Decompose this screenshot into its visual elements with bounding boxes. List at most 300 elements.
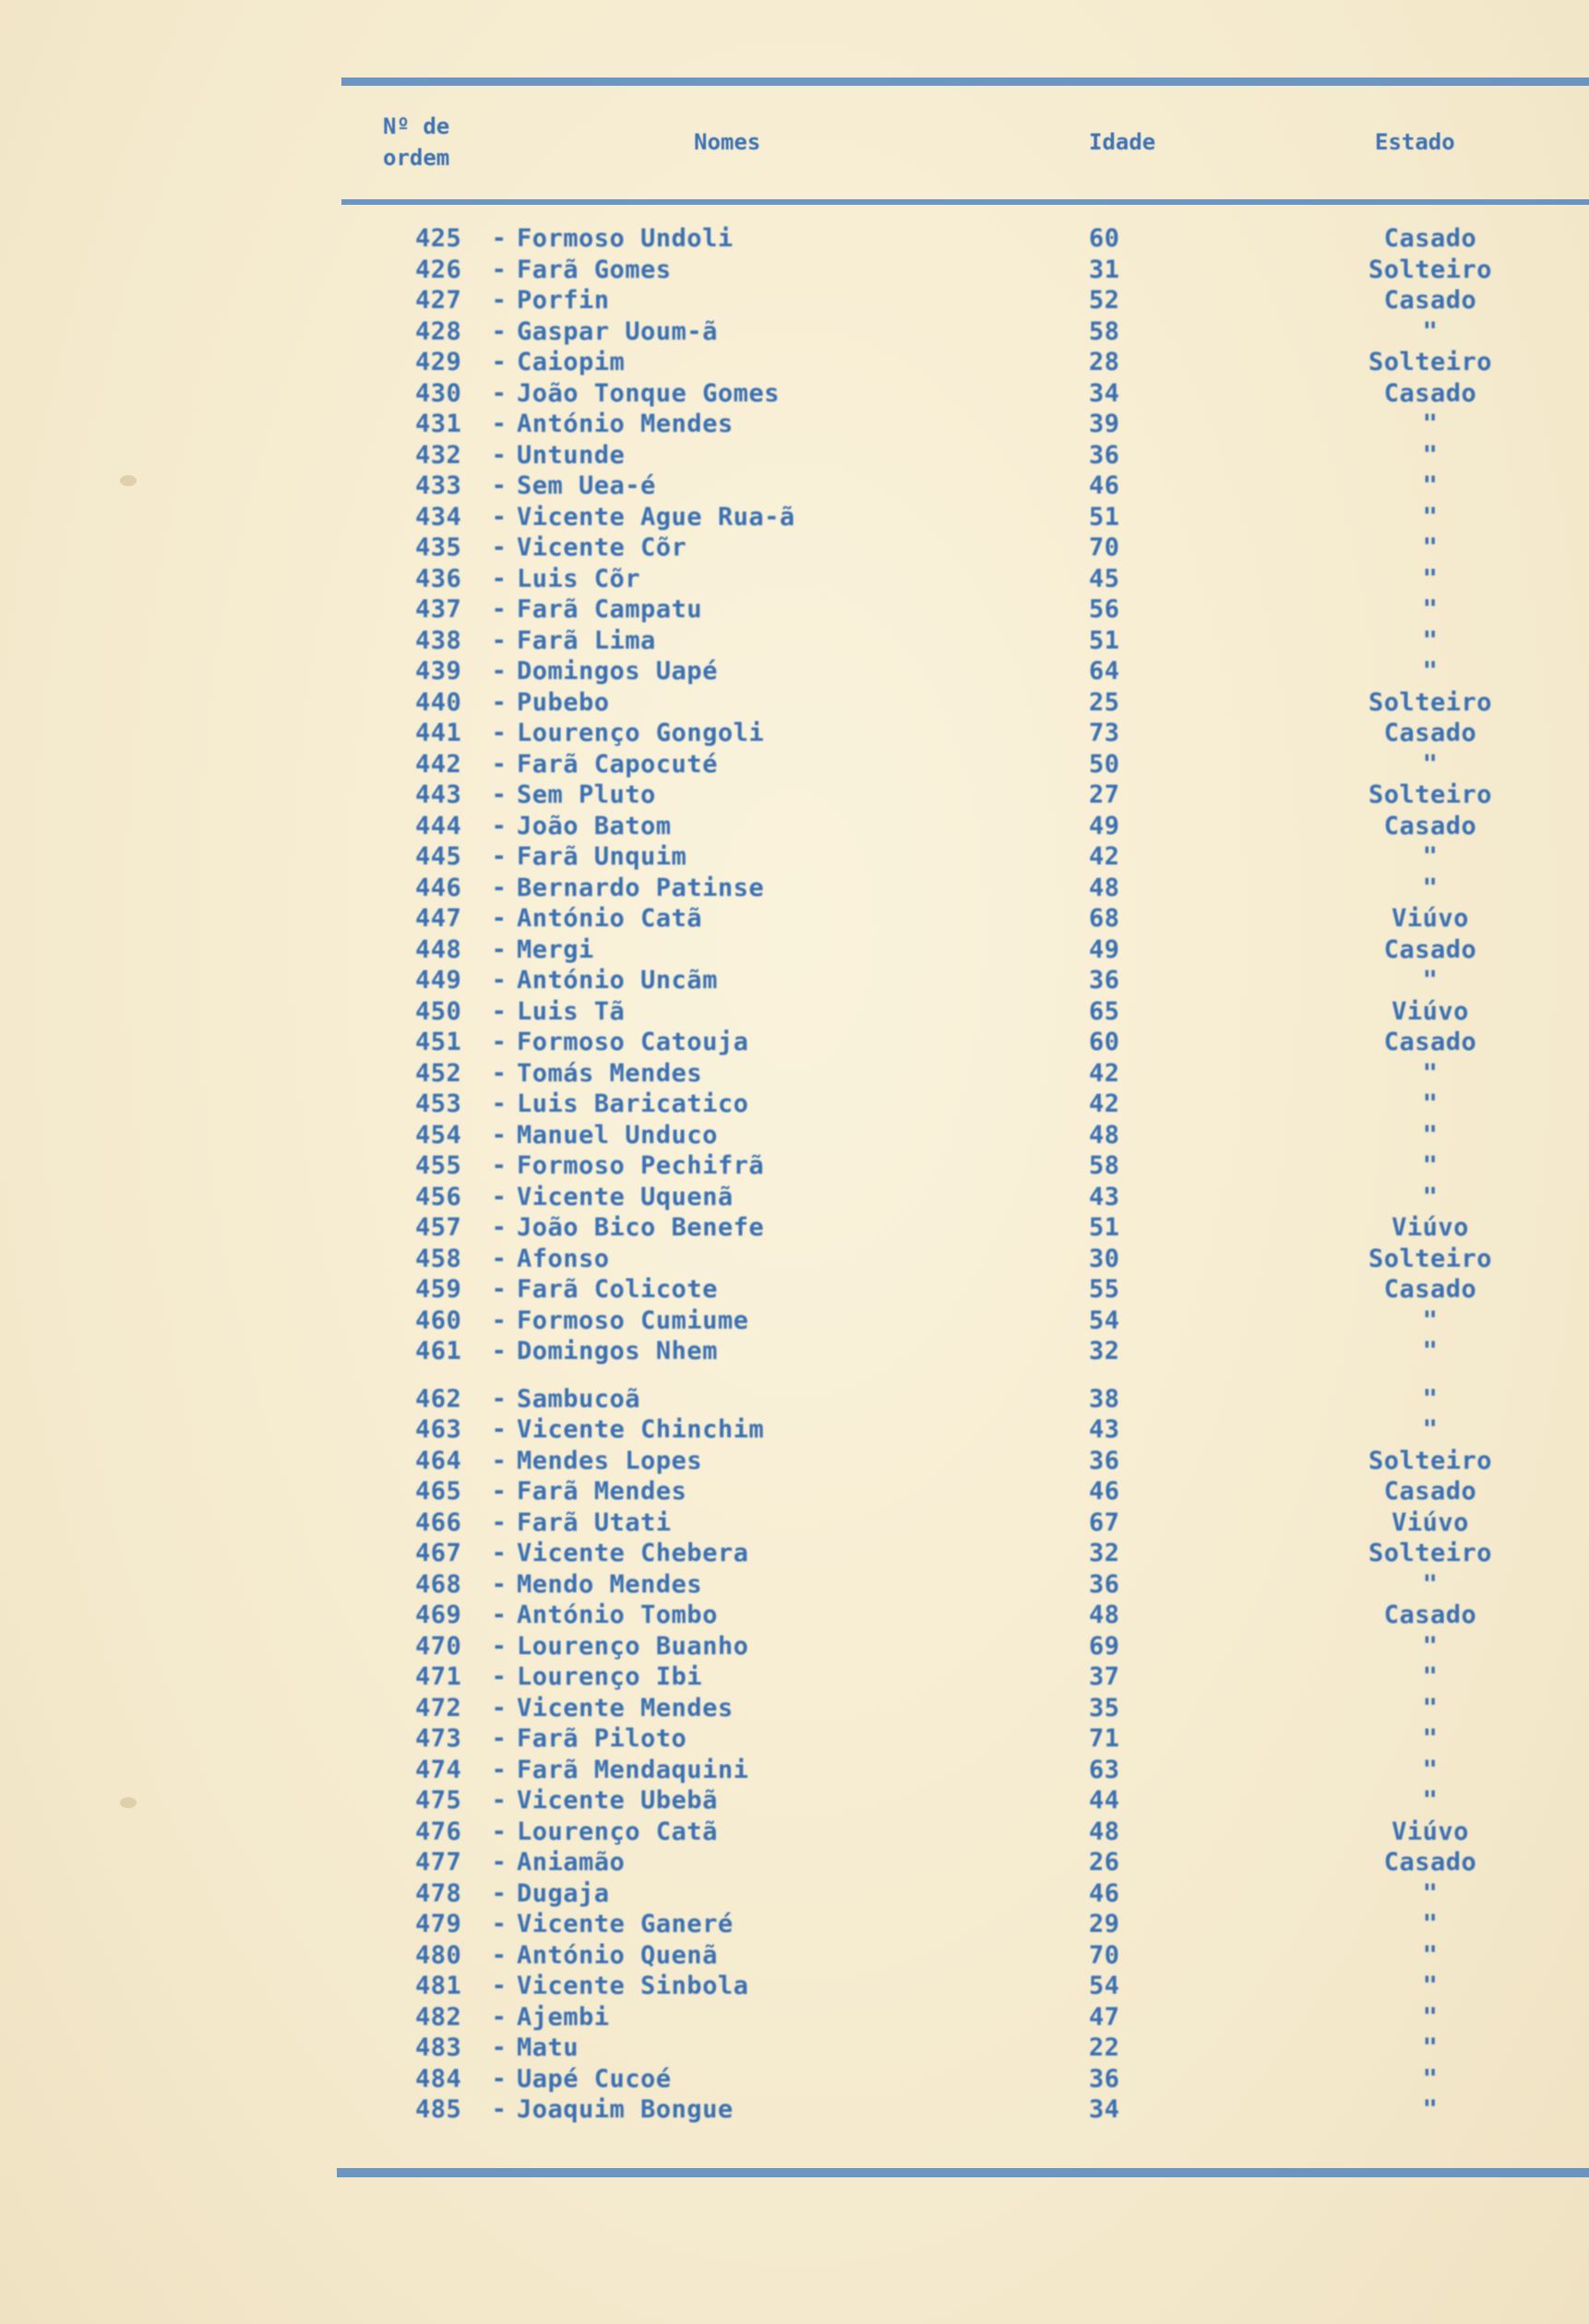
- header-order-line-1: Nº de: [383, 113, 450, 139]
- row-age: 28: [1089, 348, 1120, 376]
- bottom-rule: [337, 2168, 1589, 2177]
- row-number: 450: [415, 996, 462, 1026]
- row-age: 50: [1089, 749, 1120, 779]
- row-separator: -: [491, 1477, 508, 1506]
- row-number: 426: [415, 255, 462, 284]
- row-separator: -: [491, 1940, 508, 1970]
- row-name: Farã Unquim: [517, 842, 687, 871]
- row-name: António Catã: [517, 904, 703, 933]
- row-number: 452: [415, 1058, 462, 1088]
- row-number: 451: [415, 1028, 462, 1056]
- row-age: 54: [1089, 1305, 1120, 1335]
- row-age: 29: [1089, 1910, 1120, 1938]
- row-separator: -: [491, 811, 508, 840]
- row-number: 459: [415, 1275, 462, 1304]
- row-state: Casado: [1383, 811, 1477, 840]
- table-row: [415, 1414, 1523, 1446]
- row-state: ": [1422, 657, 1439, 685]
- row-age: 55: [1089, 1275, 1120, 1304]
- row-number: 430: [415, 378, 462, 408]
- header-state: Estado: [1375, 129, 1455, 155]
- row-name: Domingos Uapé: [517, 657, 718, 685]
- row-age: 48: [1089, 873, 1120, 902]
- row-state: ": [1422, 626, 1439, 655]
- table-row: [415, 687, 1523, 719]
- row-age: 70: [1089, 1940, 1120, 1970]
- row-name: Vicente Ague Rua-ã: [517, 502, 795, 531]
- row-age: 26: [1089, 1848, 1120, 1877]
- row-number: 466: [415, 1508, 462, 1537]
- row-name: Vicente Chinchim: [517, 1415, 765, 1444]
- row-number: 442: [415, 749, 462, 779]
- row-state: Casado: [1383, 286, 1477, 315]
- row-name: Pubebo: [517, 687, 610, 717]
- row-state: ": [1422, 1910, 1439, 1938]
- row-age: 67: [1089, 1508, 1120, 1537]
- table-row: [415, 1446, 1523, 1477]
- table-row: [415, 502, 1523, 533]
- row-separator: -: [491, 2064, 508, 2093]
- row-age: 34: [1089, 378, 1120, 408]
- row-age: 47: [1089, 2002, 1120, 2032]
- row-separator: -: [491, 1910, 508, 1938]
- row-age: 60: [1089, 1028, 1120, 1056]
- table-row: [415, 378, 1523, 410]
- row-name: Vicente Cõr: [517, 533, 687, 562]
- table-row: [415, 1940, 1523, 1972]
- row-number: 431: [415, 410, 462, 438]
- row-number: 480: [415, 1940, 462, 1970]
- row-age: 51: [1089, 1213, 1120, 1242]
- row-separator: -: [491, 595, 508, 624]
- row-name: Sem Pluto: [517, 781, 656, 809]
- table-row: [415, 594, 1523, 626]
- row-state: Solteiro: [1368, 781, 1493, 809]
- row-number: 471: [415, 1663, 462, 1691]
- row-number: 468: [415, 1569, 462, 1599]
- row-age: 48: [1089, 1120, 1120, 1150]
- row-name: Farã Campatu: [517, 595, 703, 624]
- table-row: [415, 873, 1523, 904]
- row-name: Sambucoã: [517, 1384, 641, 1413]
- row-separator: -: [491, 657, 508, 685]
- row-state: ": [1422, 1972, 1439, 2000]
- table-row: [415, 1847, 1523, 1878]
- row-state: Solteiro: [1368, 1539, 1493, 1567]
- row-number: 435: [415, 533, 462, 562]
- table-row: [415, 2002, 1523, 2033]
- row-name: Luis Tã: [517, 996, 626, 1026]
- row-name: Farã Lima: [517, 626, 656, 655]
- table-row: [415, 223, 1523, 255]
- row-number: 440: [415, 687, 462, 717]
- row-name: Farã Piloto: [517, 1724, 687, 1753]
- row-number: 475: [415, 1786, 462, 1815]
- row-separator: -: [491, 564, 508, 593]
- row-age: 38: [1089, 1384, 1120, 1413]
- row-separator: -: [491, 2002, 508, 2032]
- row-state: Casado: [1383, 719, 1477, 747]
- row-age: 43: [1089, 1415, 1120, 1444]
- row-number: 467: [415, 1539, 462, 1567]
- row-age: 42: [1089, 1058, 1120, 1088]
- row-state: ": [1422, 966, 1439, 995]
- row-number: 434: [415, 502, 462, 531]
- row-state: ": [1422, 1569, 1439, 1599]
- table-row: [415, 841, 1523, 873]
- row-state: ": [1422, 749, 1439, 779]
- row-name: Mergi: [517, 935, 594, 964]
- row-state: ": [1422, 1755, 1439, 1784]
- row-name: António Uncãm: [517, 966, 718, 995]
- row-separator: -: [491, 348, 508, 376]
- row-name: Vicente Ganeré: [517, 1910, 734, 1938]
- row-name: Luis Cõr: [517, 564, 641, 593]
- row-separator: -: [491, 1305, 508, 1335]
- row-name: Bernardo Patinse: [517, 873, 765, 902]
- row-number: 469: [415, 1601, 462, 1629]
- table-row: [415, 1878, 1523, 1910]
- table-row: [415, 409, 1523, 440]
- row-number: 457: [415, 1213, 462, 1242]
- row-number: 456: [415, 1182, 462, 1211]
- row-separator: -: [491, 533, 508, 562]
- row-state: Solteiro: [1368, 1244, 1493, 1273]
- row-age: 60: [1089, 224, 1120, 253]
- table-row: [415, 1027, 1523, 1058]
- table-row: [415, 1662, 1523, 1693]
- row-number: 443: [415, 781, 462, 809]
- table-row: [415, 1058, 1523, 1090]
- table-row: [415, 2032, 1523, 2064]
- row-separator: -: [491, 410, 508, 438]
- row-state: Casado: [1383, 1477, 1477, 1506]
- table-row: [415, 1120, 1523, 1151]
- table-row: [415, 1384, 1523, 1415]
- table-row: [415, 903, 1523, 935]
- row-number: 448: [415, 935, 462, 964]
- row-separator: -: [491, 996, 508, 1026]
- header-age: Idade: [1089, 129, 1156, 155]
- row-name: Farã Mendes: [517, 1477, 687, 1506]
- table-row: [415, 347, 1523, 378]
- row-separator: -: [491, 1120, 508, 1150]
- row-state: ": [1422, 2064, 1439, 2093]
- row-separator: -: [491, 502, 508, 531]
- row-separator: -: [491, 842, 508, 871]
- table-row: [415, 2064, 1523, 2095]
- header-order-number: [383, 111, 484, 173]
- row-separator: -: [491, 2033, 508, 2062]
- table-row: [415, 1089, 1523, 1120]
- row-name: Formoso Undoli: [517, 224, 734, 253]
- row-number: 476: [415, 1817, 462, 1846]
- row-state: ": [1422, 564, 1439, 593]
- row-age: 64: [1089, 657, 1120, 685]
- row-separator: -: [491, 255, 508, 284]
- row-age: 48: [1089, 1601, 1120, 1629]
- row-number: 446: [415, 873, 462, 902]
- table-row: [415, 1817, 1523, 1848]
- row-state: Casado: [1383, 378, 1477, 408]
- table-row: [415, 255, 1523, 286]
- row-name: Caiopim: [517, 348, 626, 376]
- row-separator: -: [491, 1151, 508, 1180]
- row-name: Vicente Uquenã: [517, 1182, 734, 1211]
- row-state: ": [1422, 842, 1439, 871]
- row-number: 465: [415, 1477, 462, 1506]
- row-separator: -: [491, 286, 508, 315]
- row-age: 52: [1089, 286, 1120, 315]
- row-name: João Bico Benefe: [517, 1213, 765, 1242]
- row-number: 461: [415, 1337, 462, 1365]
- row-separator: -: [491, 1631, 508, 1661]
- table-row: [415, 532, 1523, 564]
- row-number: 462: [415, 1384, 462, 1413]
- row-age: 45: [1089, 564, 1120, 593]
- table-row: [415, 1274, 1523, 1305]
- row-age: 56: [1089, 595, 1120, 624]
- row-state: ": [1422, 1724, 1439, 1753]
- row-age: 51: [1089, 502, 1120, 531]
- row-number: 445: [415, 842, 462, 871]
- table-row: [415, 1909, 1523, 1940]
- row-name: Manuel Unduco: [517, 1120, 718, 1150]
- row-age: 51: [1089, 626, 1120, 655]
- row-separator: -: [491, 1724, 508, 1753]
- row-age: 31: [1089, 255, 1120, 284]
- row-state: Casado: [1383, 1275, 1477, 1304]
- row-number: 438: [415, 626, 462, 655]
- row-number: 485: [415, 2095, 462, 2124]
- row-name: João Batom: [517, 811, 672, 840]
- row-number: 429: [415, 348, 462, 376]
- row-number: 428: [415, 316, 462, 346]
- row-number: 433: [415, 471, 462, 500]
- row-number: 454: [415, 1120, 462, 1150]
- row-number: 484: [415, 2064, 462, 2093]
- row-age: 36: [1089, 2064, 1120, 2093]
- row-age: 22: [1089, 2033, 1120, 2062]
- table-row: [415, 996, 1523, 1028]
- table-row: [415, 1600, 1523, 1631]
- row-age: 37: [1089, 1663, 1120, 1691]
- table-row: [415, 564, 1523, 595]
- row-separator: -: [491, 1213, 508, 1242]
- row-name: Lourenço Ibi: [517, 1663, 703, 1691]
- row-state: Casado: [1383, 1601, 1477, 1629]
- row-name: João Tonque Gomes: [517, 378, 780, 408]
- row-age: 43: [1089, 1182, 1120, 1211]
- row-separator: -: [491, 1275, 508, 1304]
- row-state: ": [1422, 1693, 1439, 1722]
- table-row: [415, 965, 1523, 996]
- row-state: Solteiro: [1368, 255, 1493, 284]
- table-row: [415, 1305, 1523, 1337]
- row-age: 73: [1089, 719, 1120, 747]
- row-age: 68: [1089, 904, 1120, 933]
- row-name: Aniamão: [517, 1848, 626, 1877]
- row-separator: -: [491, 378, 508, 408]
- table-row: [415, 749, 1523, 781]
- table-row: [415, 1212, 1523, 1244]
- punch-hole: [120, 475, 137, 486]
- row-number: 425: [415, 224, 462, 253]
- row-separator: -: [491, 966, 508, 995]
- row-number: 460: [415, 1305, 462, 1335]
- row-name: Matu: [517, 2033, 579, 2062]
- row-number: 481: [415, 1972, 462, 2000]
- row-state: Viúvo: [1392, 1213, 1469, 1242]
- row-state: ": [1422, 2002, 1439, 2032]
- row-separator: -: [491, 471, 508, 500]
- row-name: Vicente Sinbola: [517, 1972, 749, 2000]
- row-age: 58: [1089, 316, 1120, 346]
- row-separator: -: [491, 1446, 508, 1475]
- row-number: 436: [415, 564, 462, 593]
- row-name: Uapé Cucoé: [517, 2064, 672, 2093]
- row-state: ": [1422, 2095, 1439, 2124]
- row-separator: -: [491, 626, 508, 655]
- row-separator: -: [491, 1244, 508, 1273]
- row-name: Lourenço Catã: [517, 1817, 718, 1846]
- row-number: 439: [415, 657, 462, 685]
- row-state: Casado: [1383, 1028, 1477, 1056]
- table-row: [415, 1182, 1523, 1213]
- row-separator: -: [491, 1415, 508, 1444]
- row-separator: -: [491, 1693, 508, 1722]
- row-age: 54: [1089, 1972, 1120, 2000]
- row-state: ": [1422, 1337, 1439, 1365]
- table-row: [415, 1476, 1523, 1508]
- table-row: [415, 718, 1523, 749]
- row-separator: -: [491, 749, 508, 779]
- row-age: 44: [1089, 1786, 1120, 1815]
- row-state: ": [1422, 533, 1439, 562]
- row-age: 30: [1089, 1244, 1120, 1273]
- row-state: Viúvo: [1392, 1508, 1469, 1537]
- row-number: 441: [415, 719, 462, 747]
- row-separator: -: [491, 1755, 508, 1784]
- row-name: Porfin: [517, 286, 610, 315]
- row-age: 63: [1089, 1755, 1120, 1784]
- row-separator: -: [491, 1337, 508, 1365]
- row-separator: -: [491, 1848, 508, 1877]
- row-state: ": [1422, 1058, 1439, 1088]
- row-age: 32: [1089, 1337, 1120, 1365]
- row-state: ": [1422, 1151, 1439, 1180]
- row-state: ": [1422, 502, 1439, 531]
- row-name: António Mendes: [517, 410, 734, 438]
- row-age: 34: [1089, 2095, 1120, 2124]
- row-separator: -: [491, 687, 508, 717]
- row-state: ": [1422, 1384, 1439, 1413]
- row-age: 25: [1089, 687, 1120, 717]
- top-rule: [341, 77, 1589, 86]
- row-separator: -: [491, 1569, 508, 1599]
- table-row: [415, 2094, 1523, 2126]
- row-age: 58: [1089, 1151, 1120, 1180]
- row-separator: -: [491, 224, 508, 253]
- row-age: 46: [1089, 1878, 1120, 1908]
- table-row: [415, 1244, 1523, 1275]
- row-name: Farã Mendaquini: [517, 1755, 749, 1784]
- row-age: 36: [1089, 966, 1120, 995]
- row-name: Vicente Mendes: [517, 1693, 734, 1722]
- register-table: [415, 223, 1523, 2126]
- table-row: [415, 1631, 1523, 1663]
- row-separator: -: [491, 1028, 508, 1056]
- row-age: 49: [1089, 811, 1120, 840]
- row-name: António Quenã: [517, 1940, 718, 1970]
- row-state: ": [1422, 1786, 1439, 1815]
- row-name: Farã Gomes: [517, 255, 672, 284]
- row-separator: -: [491, 1878, 508, 1908]
- row-separator: -: [491, 1182, 508, 1211]
- table-row: [415, 935, 1523, 966]
- table-row: [415, 1971, 1523, 2002]
- row-separator: -: [491, 316, 508, 346]
- table-row: [415, 1569, 1523, 1601]
- table-row: [415, 1336, 1523, 1367]
- row-separator: -: [491, 1972, 508, 2000]
- row-separator: -: [491, 935, 508, 964]
- row-separator: -: [491, 1384, 508, 1413]
- row-number: 470: [415, 1631, 462, 1661]
- row-name: Mendo Mendes: [517, 1569, 703, 1599]
- row-age: 27: [1089, 781, 1120, 809]
- row-age: 42: [1089, 842, 1120, 871]
- row-name: Ajembi: [517, 2002, 610, 2032]
- row-number: 455: [415, 1151, 462, 1180]
- row-state: Viúvo: [1392, 904, 1469, 933]
- row-state: Viúvo: [1392, 1817, 1469, 1846]
- row-separator: -: [491, 2095, 508, 2124]
- row-number: 432: [415, 440, 462, 470]
- row-separator: -: [491, 1663, 508, 1691]
- row-state: ": [1422, 1305, 1439, 1335]
- row-age: 36: [1089, 440, 1120, 470]
- row-separator: -: [491, 1090, 508, 1118]
- row-separator: -: [491, 904, 508, 933]
- row-separator: -: [491, 1058, 508, 1088]
- row-state: ": [1422, 1090, 1439, 1118]
- row-name: Afonso: [517, 1244, 610, 1273]
- row-age: 48: [1089, 1817, 1120, 1846]
- table-row: [415, 1538, 1523, 1569]
- row-name: Lourenço Buanho: [517, 1631, 749, 1661]
- row-age: 65: [1089, 996, 1120, 1026]
- row-state: Solteiro: [1368, 1446, 1493, 1475]
- row-name: Joaquim Bongue: [517, 2095, 734, 2124]
- row-number: 478: [415, 1878, 462, 1908]
- row-name: Domingos Nhem: [517, 1337, 718, 1365]
- row-age: 71: [1089, 1724, 1120, 1753]
- row-name: Mendes Lopes: [517, 1446, 703, 1475]
- row-name: Vicente Ubebã: [517, 1786, 718, 1815]
- row-name: Sem Uea-é: [517, 471, 656, 500]
- row-state: ": [1422, 1631, 1439, 1661]
- row-state: ": [1422, 2033, 1439, 2062]
- table-row: [415, 811, 1523, 842]
- row-name: Farã Capocuté: [517, 749, 718, 779]
- table-row: [415, 1755, 1523, 1786]
- row-name: Formoso Catouja: [517, 1028, 749, 1056]
- row-state: ": [1422, 1878, 1439, 1908]
- row-age: 35: [1089, 1693, 1120, 1722]
- row-state: Solteiro: [1368, 687, 1493, 717]
- row-state: ": [1422, 316, 1439, 346]
